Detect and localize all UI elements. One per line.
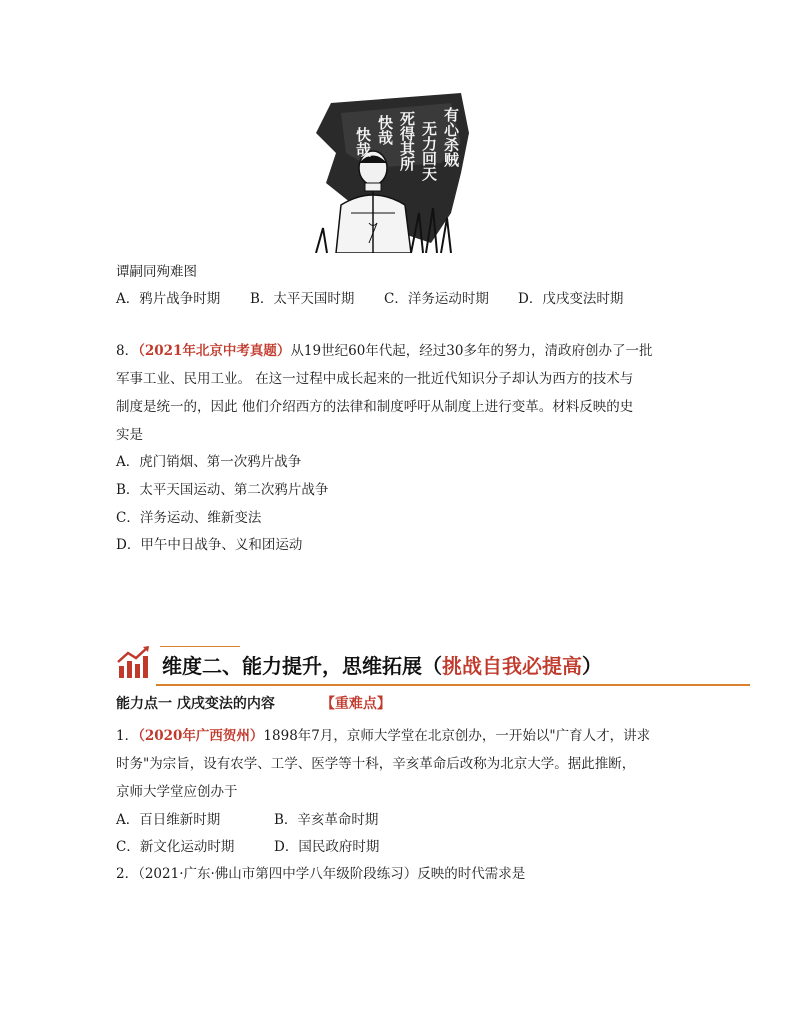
q1-line-1 [116, 726, 650, 746]
q1-options-row-1 [116, 810, 378, 830]
q8-line-1 [116, 341, 652, 361]
ability-point [116, 694, 391, 714]
q8-option-d[interactable]: D．甲午中日战争、义和团运动 [116, 537, 303, 553]
q7-option-b[interactable]: B．太平天国时期 [250, 291, 355, 307]
q8-line-4: 实是 [116, 427, 143, 443]
section-title-main: 维度二、能力提升，思维拓展（ [162, 654, 442, 678]
section-header [116, 640, 750, 686]
q1-number: 1． [116, 728, 139, 744]
svg-text:快哉: 快哉 [354, 127, 372, 157]
bar-chart-growth-icon [116, 644, 152, 684]
q2-line-1: 2．（2021·广东·佛山市第四中学八年级阶段练习）反映的时代需求是 [116, 866, 526, 882]
svg-text:有心杀贼: 有心杀贼 [442, 107, 460, 167]
q1-option-a[interactable]: A．百日维新时期 [116, 812, 221, 828]
q1-option-b[interactable]: B．辛亥革命时期 [274, 812, 379, 828]
section-underline [156, 684, 750, 686]
q8-text-1: 从19世纪60年代起，经过30多年的努力，清政府创办了一批 [290, 343, 653, 359]
q8-line-2: 军事工业、民用工业。 在这一过程中成长起来的一批近代知识分子却认为西方的技术与 [116, 371, 634, 387]
svg-text:快哉: 快哉 [376, 115, 394, 145]
q1-line-3: 京师大学堂应创办于 [116, 784, 238, 800]
q1-line-2: 时务"为宗旨，设有农学、工学、医学等十科，辛亥革命后改称为北京大学。据此推断， [116, 756, 636, 772]
q1-text-1: 1898年7月，京师大学堂在北京创办，一开始以"广育人才，讲求 [263, 728, 651, 744]
section-title [162, 650, 602, 679]
q1-option-d[interactable]: D．国民政府时期 [274, 839, 380, 855]
q7-option-d[interactable]: D．戊戌变法时期 [518, 291, 624, 307]
q1-source: （2020年广西贺州） [138, 728, 264, 744]
ability-point-tag: 【重难点】 [320, 696, 391, 712]
section-title-end: ） [582, 654, 602, 678]
q8-option-b[interactable]: B．太平天国运动、第二次鸦片战争 [116, 482, 329, 498]
illustration-caption: 谭嗣同殉难图 [116, 264, 197, 280]
q1-options-row-2 [116, 837, 379, 857]
q8-option-c[interactable]: C．洋务运动、维新变法 [116, 510, 262, 526]
q7-option-a[interactable]: A．鸦片战争时期 [116, 291, 221, 307]
section-title-highlight: 挑战自我必提高 [442, 654, 582, 678]
q8-source: （2021年北京中考真题） [138, 343, 291, 359]
illustration-image [311, 93, 469, 253]
q8-option-a[interactable]: A．虎门销烟、第一次鸦片战争 [116, 454, 302, 470]
q8-number: 8． [116, 343, 139, 359]
q1-option-c[interactable]: C．新文化运动时期 [116, 839, 235, 855]
q7-options [116, 289, 623, 309]
section-top-rule [160, 646, 240, 647]
ability-point-label: 能力点一 戊戌变法的内容 [116, 696, 275, 712]
q8-line-3: 制度是统一的，因此 他们介绍西方的法律和制度呼吁从制度上进行变革。材料反映的史 [116, 399, 634, 415]
q7-option-c[interactable]: C．洋务运动时期 [384, 291, 489, 307]
svg-text:无力回天: 无力回天 [420, 121, 438, 181]
svg-text:死得其所: 死得其所 [398, 111, 416, 171]
